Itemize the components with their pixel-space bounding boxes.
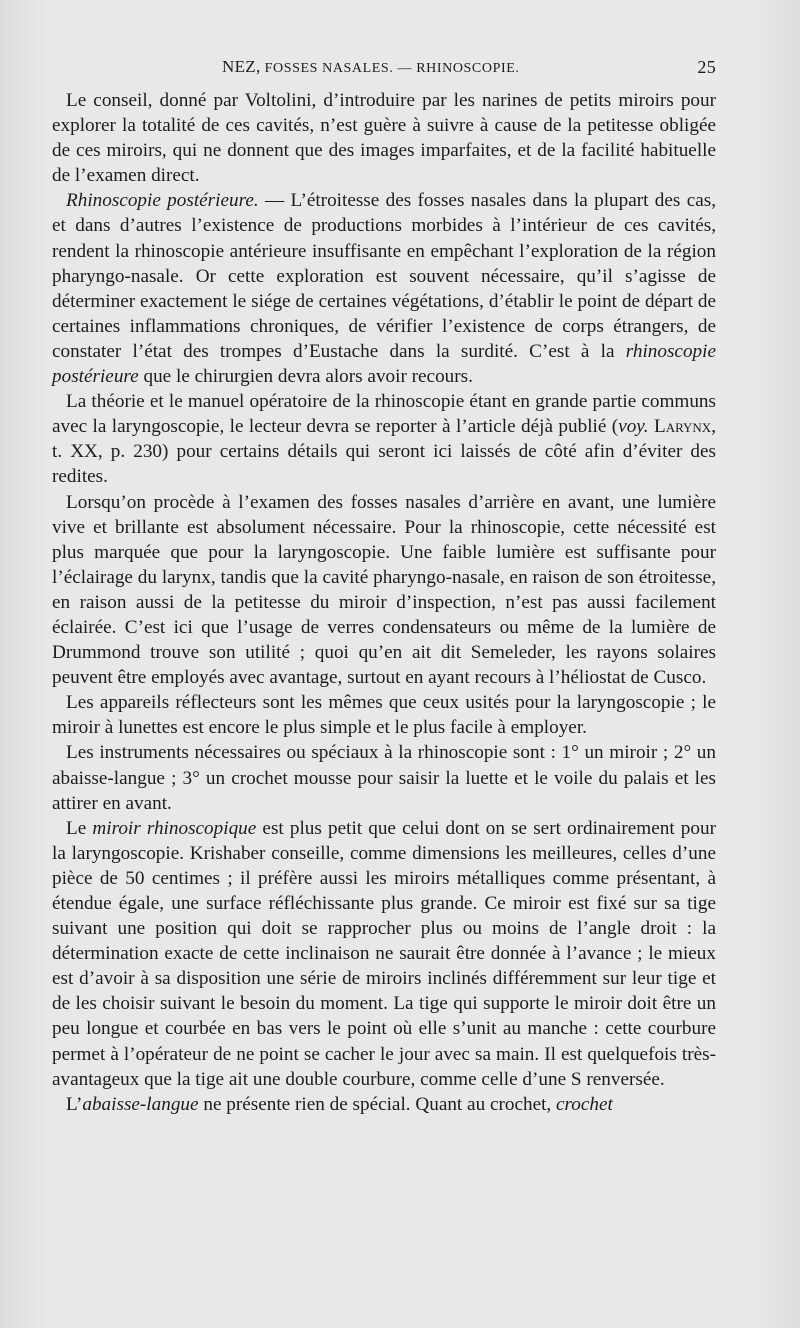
- paragraph-3: La théorie et le manuel opératoire de la rhinoscopie étant en grande partie communs avec la laryngoscopie, le lecteur devra se reporter à l’article déjà publié (voy. Larynx, t. XX, p. 230) pour certains détails qui seront ici laissés de côté afin d’éviter des redites.: [52, 391, 716, 488]
- paragraph-8: L’abaisse-langue ne présente rien de spécial. Quant au crochet, crochet: [66, 1093, 613, 1115]
- running-head: NEZ, FOSSES NASALES. — RHINOSCOPIE.: [222, 57, 520, 76]
- paragraph-5: Les appareils réflecteurs sont les mêmes que ceux usités pour la laryngoscopie ; le miroir à lunettes est encore le plus simple et le plus facile à employer.: [52, 692, 716, 739]
- paragraph-2: Rhinoscopie postérieure. — L’étroitesse des fosses nasales dans la plupart des cas, et dans d’autres l’existence de productions morbides à l’intérieur de ces cavités, rendent la rhinoscopie antérieure insuffisante en empêchant l’exploration de la région pharyngo-nasale. Or cette exploration est souvent nécessaire, qu’il s’agisse de déterminer exactement le siége de certaines végétations, d’établir le point de départ de certaines inflammations chroniques, de vérifier l’existence de corps étrangers, de constater l’état des trompes d’Eustache dans la surdité. C’est à la rhinoscopie postérieure que le chirurgien devra alors avoir recours.: [52, 190, 716, 388]
- paragraph-7: Le miroir rhinoscopique est plus petit que celui dont on se sert ordinairement pour la laryngoscopie. Krishaber conseille, comme dimensions les meilleures, celles d’une pièce de 50 centimes ; il préfère aussi les miroirs métalliques comme présentant, à étendue égale, une surface réfléchissante plus grande. Ce miroir est fixé sur sa tige suivant une position qui doit se rapprocher plus ou moins de l’angle droit : la détermination exacte de cette inclinaison ne saurait être donnée à l’avance ; le mieux est d’avoir à sa disposition une série de miroirs inclinés différemment sur leur tige et de les choisir suivant le besoin du moment. La tige qui supporte le miroir doit être un peu longue et courbée en bas vers le point où elle s’unit au manche : cette courbure permet à l’opérateur de ne point se cacher le jour avec sa main. Il est quelquefois très-avantageux que la tige ait une double courbure, comme celle d’une S renversée.: [52, 817, 716, 1090]
- paragraph-4: Lorsqu’on procède à l’examen des fosses nasales d’arrière en avant, une lumière vive et brillante est absolument nécessaire. Pour la rhinoscopie, cette nécessité est plus marquée que pour la laryngoscopie. Une faible lumière est suffisante pour l’éclairage du larynx, tandis que la cavité pharyngo-nasale, en raison de son étroitesse, en raison aussi de la petitesse du miroir d’inspection, n’est pas aussi facilement éclairée. C’est ici que l’usage de verres condensateurs ou même de la lumière de Drummond trouve son utilité ; quoi qu’en ait dit Semeleder, les rayons solaires peuvent être employés avec avantage, surtout en ayant recours à l’héliostat de Cusco.: [52, 491, 716, 689]
- section-title-rhinoscopie-posterieure: Rhinoscopie postérieure.: [66, 190, 259, 212]
- paragraph-6: Les instruments nécessaires ou spéciaux à la rhinoscopie sont : 1° un miroir ; 2° un abaisse-langue ; 3° un crochet mousse pour saisir la luette et le voile du palais et les attirer en avant.: [52, 742, 716, 814]
- page-number: 25: [697, 57, 716, 77]
- page-header: [52, 55, 716, 85]
- paragraph-1: Le conseil, donné par Voltolini, d’introduire par les narines de petits miroirs pour explorer la totalité de ces cavités, n’est guère à suivre à cause de la petitesse obligée de ces miroirs, qui ne donnent que des images imparfaites, et de la facilité habituelle de l’examen direct.: [52, 90, 716, 187]
- page-body: [52, 88, 716, 1117]
